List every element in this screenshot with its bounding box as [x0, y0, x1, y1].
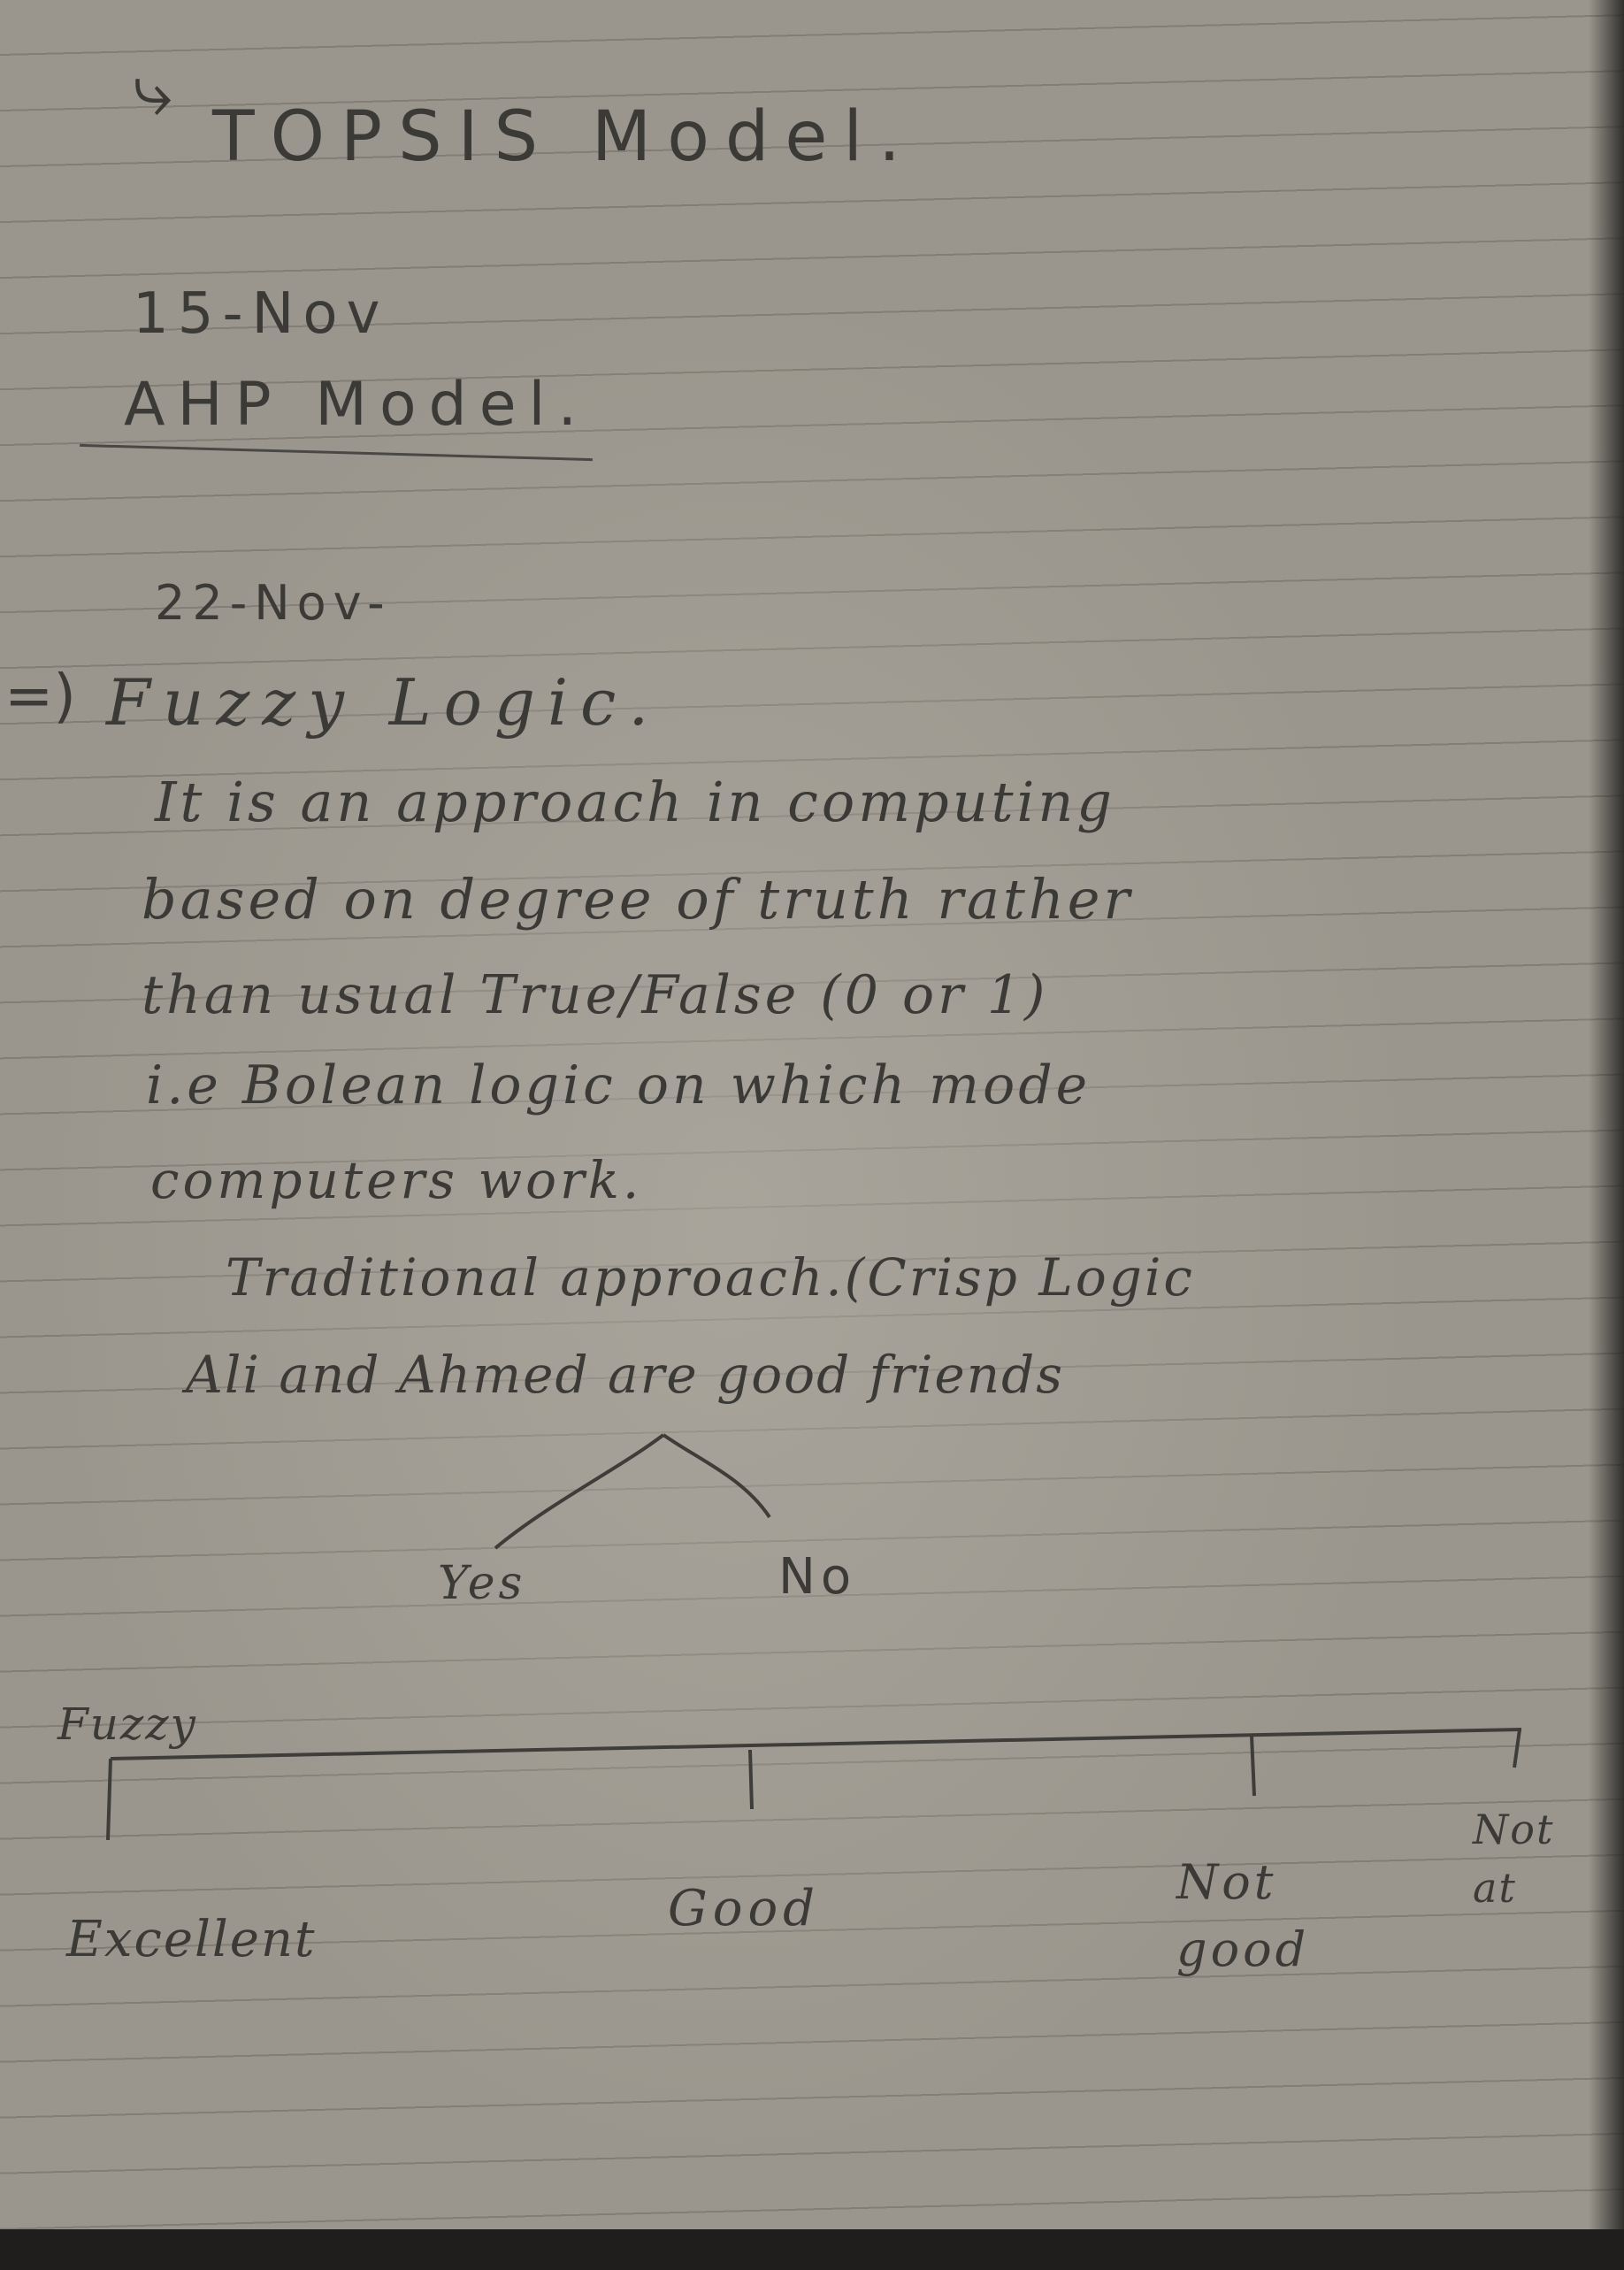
entry-date-22-nov: 22-Nov- [155, 575, 392, 631]
arrow-icon: ⤷ [133, 49, 172, 131]
body-line-3: than usual True/False (0 or 1) [142, 964, 1049, 1026]
branch-no: No [778, 1548, 857, 1606]
fuzzy-logic-heading: Fuzzy Logic. [106, 665, 662, 740]
fuzzy-scale-label: Fuzzy [57, 1699, 197, 1750]
scale-not-at: Not at [1473, 1806, 1555, 1912]
branch-yes: Yes [438, 1557, 526, 1610]
body-line-1: It is an approach in computing [155, 770, 1115, 834]
body-line-4: i.e Bolean logic on which mode [146, 1054, 1092, 1116]
scale-not-good: Not good [1176, 1854, 1310, 1977]
scale-good: Good [668, 1880, 821, 1937]
scale-excellent: Excellent [66, 1911, 317, 1968]
body-line-2: based on degree of truth rather [142, 867, 1134, 932]
body-line-5: computers work. [150, 1150, 643, 1210]
topsis-heading: TOPSIS Model. [212, 97, 916, 177]
implies-marker: =) [4, 662, 77, 730]
ahp-heading: AHP Model. [124, 370, 590, 440]
example-sentence: Ali and Ahmed are good friends [186, 1345, 1064, 1405]
traditional-approach-line: Traditional approach.(Crisp Logic [226, 1247, 1195, 1308]
entry-date-15-nov: 15-Nov [133, 281, 389, 347]
